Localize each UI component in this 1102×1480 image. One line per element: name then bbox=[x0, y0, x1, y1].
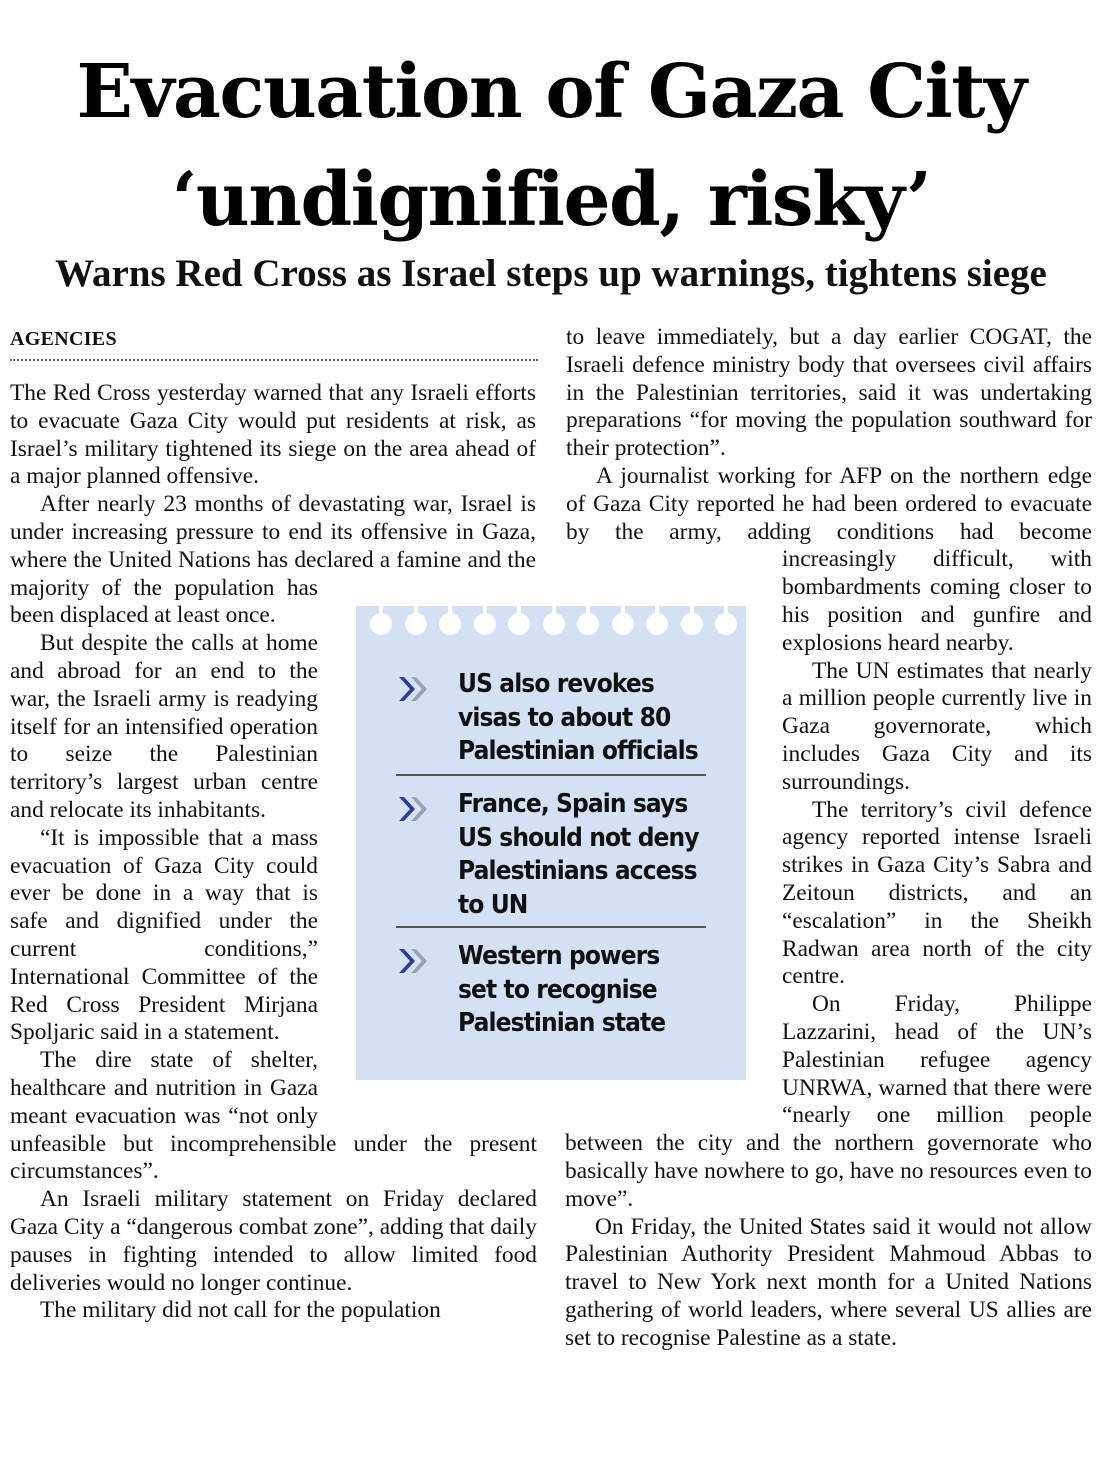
divider bbox=[396, 774, 706, 776]
divider bbox=[396, 926, 706, 928]
sidebar-item-text: France, Spain says US should not deny Palestinians access to UN bbox=[458, 789, 699, 920]
paragraph: After nearly 23 months of devastating war, Israel is under increasing pressure to end its offensive in Gaza, where the United Nations has declared a famine and the majority of the population has been displaced at least once. bbox=[10, 491, 536, 629]
headline bbox=[0, 38, 1102, 254]
paragraph: The dire state of shelter, healthcare and nutrition in Gaza meant evacuation was “not only unfeasible but incomprehensible under the present circumstances”. bbox=[10, 1047, 537, 1185]
sidebar-item-1 bbox=[396, 668, 706, 778]
paragraph: But despite the calls at home and abroad for an end to the war, the Israeli army is readying itself for an intensified operation to seize the Palestinian territory’s largest urban centre and relocate its inhabitants. bbox=[10, 630, 318, 823]
paragraph: On Friday, the United States said it would not allow Palestinian Authority President Mahmoud Abbas to travel to New York next month for a United Nations gathering of world leaders, where several US allies are set to recognise Palestine as a state. bbox=[565, 1213, 1092, 1351]
paragraph: The military did not call for the population bbox=[40, 1297, 441, 1324]
double-chevron-right-icon bbox=[396, 792, 430, 826]
headline-line-1: Evacuation of Gaza City bbox=[76, 49, 1026, 135]
paragraph: “It is impossible that a mass evacuation of Gaza City could ever be done in a way that is safe and dignified under the current conditions,” International Committee of the Red Cross President Mirjana Spoljaric said in a statement. bbox=[10, 824, 318, 1046]
sidebar-item-text: Western powers set to recognise Palestinian state bbox=[458, 941, 666, 1038]
headline-line-2: ‘undignified, risky’ bbox=[171, 157, 931, 243]
paragraph: The UN estimates that nearly a million people currently live in Gaza governorate, which includes Gaza City and its surroundings. bbox=[782, 657, 1092, 795]
wrap-spacer-top bbox=[536, 380, 537, 587]
double-chevron-right-icon bbox=[396, 944, 430, 978]
sidebar-item-3 bbox=[396, 940, 706, 1050]
paragraph: An Israeli military statement on Friday declared Gaza City a “dangerous combat zone”, adding that daily pauses in fighting intended to allow limited food deliveries would no longer continue. bbox=[10, 1186, 537, 1296]
sidebar-box bbox=[356, 606, 746, 1080]
sidebar-item-2 bbox=[396, 788, 706, 928]
sidebar-item-text: US also revokes visas to about 80 Palestinian officials bbox=[458, 669, 698, 766]
paragraph: The Red Cross yesterday warned that any Israeli efforts to evacuate Gaza City would put residents at risk, as Israel’s military tightened its siege on the area ahead of a major planned offensive. bbox=[10, 380, 536, 490]
paragraph: to leave immediately, but a day earlier COGAT, the Israeli defence ministry body that oversees civil affairs in the Palestinian territories, said it was undertaking preparations “for moving the population southward for their protection”. bbox=[566, 324, 1092, 462]
paragraph: A journalist working for AFP on the northern edge of Gaza City reported he had been ordered to evacuate by the army, adding conditions had become increasingly difficult, with bombardments coming closer to his position and gunfire and explosions heard nearby. bbox=[566, 462, 1092, 656]
byline: AGENCIES bbox=[10, 326, 538, 361]
paragraph: On Friday, Philippe Lazzarini, head of the UN’s Palestinian refugee agency UNRWA, warned that there were “nearly one million people between the city and the northern governorate who basically have nowhere to go, have no resources even to move”. bbox=[565, 991, 1092, 1212]
double-chevron-right-icon bbox=[396, 672, 430, 706]
paragraph: The territory’s civil defence agency reported intense Israeli strikes in Gaza City’s Sabra and Zeitoun districts, and an “escalation” in the Sheikh Radwan area north of the city centre. bbox=[782, 796, 1092, 990]
subheadline: Warns Red Cross as Israel steps up warnings, tightens siege bbox=[55, 252, 1047, 295]
